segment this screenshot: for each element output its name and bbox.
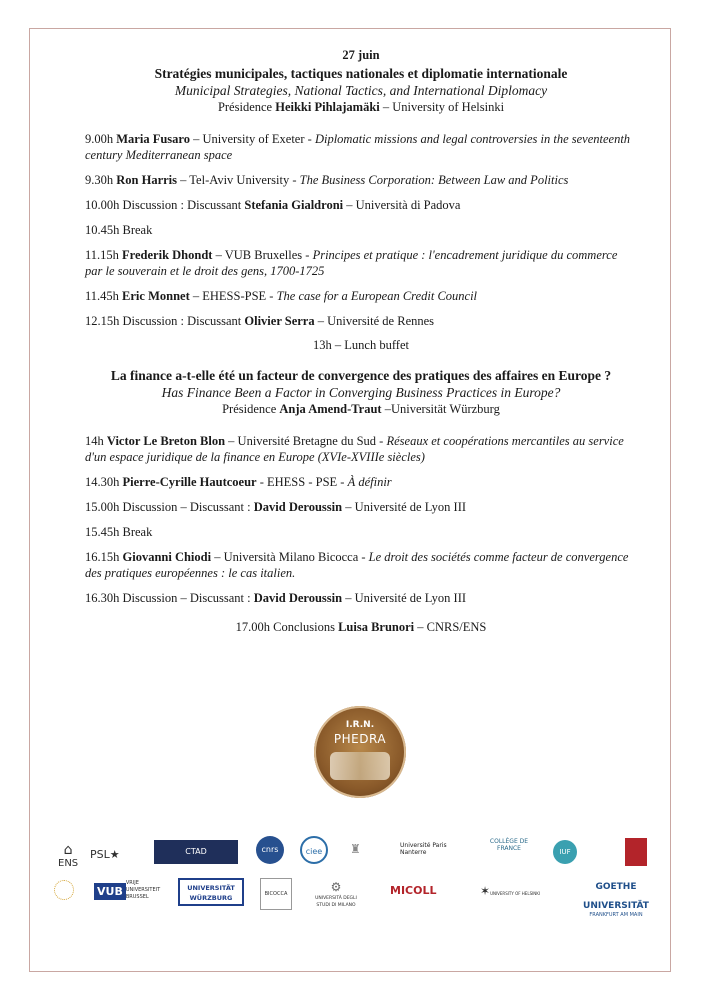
- item-time: 14h: [85, 434, 107, 448]
- speaker-name: Frederik Dhondt: [122, 248, 213, 262]
- session1-presidence: Présidence Heikki Pihlajamäki – University of Helsinki: [217, 100, 505, 114]
- talk-title: Réseaux et coopérations mercantiles au service d'un espace juridique de la finance en Europe (XVIe-XVIIIe siècles): [85, 434, 624, 464]
- schedule-item: [85, 222, 637, 238]
- session2-title-en: Has Finance Been a Factor in Converging Business Practices in Europe?: [161, 385, 561, 400]
- speaker-name: David Deroussin: [253, 500, 343, 514]
- item-prefix: Discussion : Discussant: [119, 198, 245, 212]
- ciee-logo: ciee: [300, 836, 328, 864]
- speaker-affiliation: – Université de Lyon III: [342, 500, 467, 514]
- speaker-affiliation: - EHESS - PSE -: [256, 475, 348, 489]
- speaker-affiliation: – EHESS-PSE -: [189, 289, 277, 303]
- speaker-name: Stefania Gialdroni: [244, 198, 344, 212]
- micoll-logo: MICOLL: [390, 884, 437, 897]
- schedule-item: [85, 172, 637, 188]
- session1-schedule: [85, 131, 637, 329]
- paris-nanterre-logo: Université Paris Nanterre: [400, 842, 447, 856]
- item-time: 10.00h: [85, 198, 120, 212]
- paris-crest-logo: [625, 838, 647, 866]
- phedra-medallion-logo: I.R.N. PHEDRA: [314, 706, 406, 798]
- college-de-france-logo: COLLÈGE DE FRANCE: [489, 838, 529, 852]
- program-content: [85, 48, 637, 635]
- speaker-name: Giovanni Chiodi: [122, 550, 212, 564]
- helsinki-logo: ✶UNIVERSITY OF HELSINKI: [480, 884, 541, 898]
- item-prefix: Discussion – Discussant :: [119, 591, 254, 605]
- item-time: 9.00h: [85, 132, 117, 146]
- partner-logos: [50, 834, 660, 924]
- schedule-item: [85, 197, 637, 213]
- talk-title: Principes et pratique : l'encadrement juridique du commerce par le souverain et le droit des gens, 1700-1725: [85, 248, 618, 278]
- institution-emblem-logo: ♜: [350, 842, 361, 856]
- item-time: 11.15h: [85, 248, 123, 262]
- speaker-affiliation: – Tel-Aviv University -: [177, 173, 300, 187]
- schedule-item: [85, 288, 637, 304]
- speaker-affiliation: – Université de Rennes: [314, 314, 435, 328]
- item-time: 15.00h: [85, 500, 120, 514]
- item-prefix: Break: [119, 525, 153, 539]
- schedule-item: [85, 131, 637, 163]
- talk-title: Le droit des sociétés comme facteur de convergence des pratiques européennes : le cas italien.: [85, 550, 629, 580]
- ens-logo: ⌂ ENS: [58, 842, 79, 869]
- item-prefix: Discussion – Discussant :: [119, 500, 254, 514]
- speaker-affiliation: – University of Exeter -: [189, 132, 315, 146]
- session-date: 27 juin: [342, 48, 380, 62]
- item-time: 16.30h: [85, 591, 120, 605]
- schedule-item: [85, 590, 637, 606]
- schedule-item: [85, 524, 637, 540]
- wurzburg-logo: UNIVERSITÄT WÜRZBURG: [178, 878, 244, 906]
- session2-schedule: [85, 433, 637, 606]
- speaker-name: Olivier Serra: [244, 314, 315, 328]
- speaker-affiliation: – Université Bretagne du Sud -: [225, 434, 387, 448]
- item-time: 14.30h: [85, 475, 123, 489]
- item-time: 16.15h: [85, 550, 123, 564]
- speaker-name: Maria Fusaro: [116, 132, 190, 146]
- iuf-logo: IUF: [553, 840, 577, 864]
- speaker-name: David Deroussin: [253, 591, 343, 605]
- schedule-item: [85, 499, 637, 515]
- medallion-illustration: [330, 752, 390, 780]
- bicocca-logo: BICOCCA: [260, 878, 292, 910]
- session2-president: Anja Amend-Traut: [279, 402, 382, 416]
- schedule-item: [85, 549, 637, 581]
- schedule-item: [85, 313, 637, 329]
- speaker-affiliation: – Université de Lyon III: [342, 591, 467, 605]
- speaker-name: Ron Harris: [116, 173, 178, 187]
- session1-title-fr: Stratégies municipales, tactiques nationales et diplomatie internationale: [154, 66, 568, 81]
- conclusion-line: 17.00h Conclusions Luisa Brunori – CNRS/ENS: [235, 620, 487, 634]
- item-prefix: Discussion : Discussant: [119, 314, 245, 328]
- session2-title-fr: La finance a-t-elle été un facteur de convergence des pratiques des affaires en Europe ?: [110, 368, 612, 383]
- item-time: 9.30h: [85, 173, 117, 187]
- session1-president: Heikki Pihlajamäki: [275, 100, 380, 114]
- item-prefix: Break: [119, 223, 153, 237]
- speaker-name: Pierre-Cyrille Hautcoeur: [122, 475, 257, 489]
- toulouse-logo: [54, 880, 74, 900]
- talk-title: Diplomatic missions and legal controversies in the seventeenth century Mediterranean space: [85, 132, 631, 162]
- item-time: 15.45h: [85, 525, 120, 539]
- speaker-name: Eric Monnet: [122, 289, 190, 303]
- ctad-logo: CTAD: [154, 840, 238, 864]
- session1-title-en: Municipal Strategies, National Tactics, and International Diplomacy: [174, 83, 548, 98]
- cnrs-logo: cnrs: [256, 836, 284, 864]
- talk-title: The case for a European Credit Council: [276, 289, 478, 303]
- speaker-name: Victor Le Breton Blon: [106, 434, 226, 448]
- milano-logo: ⚙ UNIVERSITÀ DEGLI STUDI DI MILANO: [315, 880, 357, 908]
- talk-title: À définir: [347, 475, 392, 489]
- goethe-logo: GOETHE UNIVERSITÄT FRANKFURT AM MAIN: [583, 882, 649, 918]
- vub-logo: VUBVRIJE UNIVERSITEIT BRUSSEL: [94, 880, 168, 901]
- schedule-item: [85, 433, 637, 465]
- psl-logo: PSL★: [90, 848, 120, 861]
- lunch-break: 13h – Lunch buffet: [313, 338, 409, 352]
- schedule-item: [85, 474, 637, 490]
- speaker-affiliation: – Università di Padova: [343, 198, 461, 212]
- schedule-item: [85, 247, 637, 279]
- session2-presidence: Présidence Anja Amend-Traut –Universität Würzburg: [222, 402, 500, 416]
- item-time: 10.45h: [85, 223, 120, 237]
- item-time: 12.15h: [85, 314, 120, 328]
- talk-title: The Business Corporation: Between Law and Politics: [299, 173, 569, 187]
- speaker-affiliation: – VUB Bruxelles -: [212, 248, 313, 262]
- item-time: 11.45h: [85, 289, 123, 303]
- speaker-affiliation: – Università Milano Bicocca -: [211, 550, 369, 564]
